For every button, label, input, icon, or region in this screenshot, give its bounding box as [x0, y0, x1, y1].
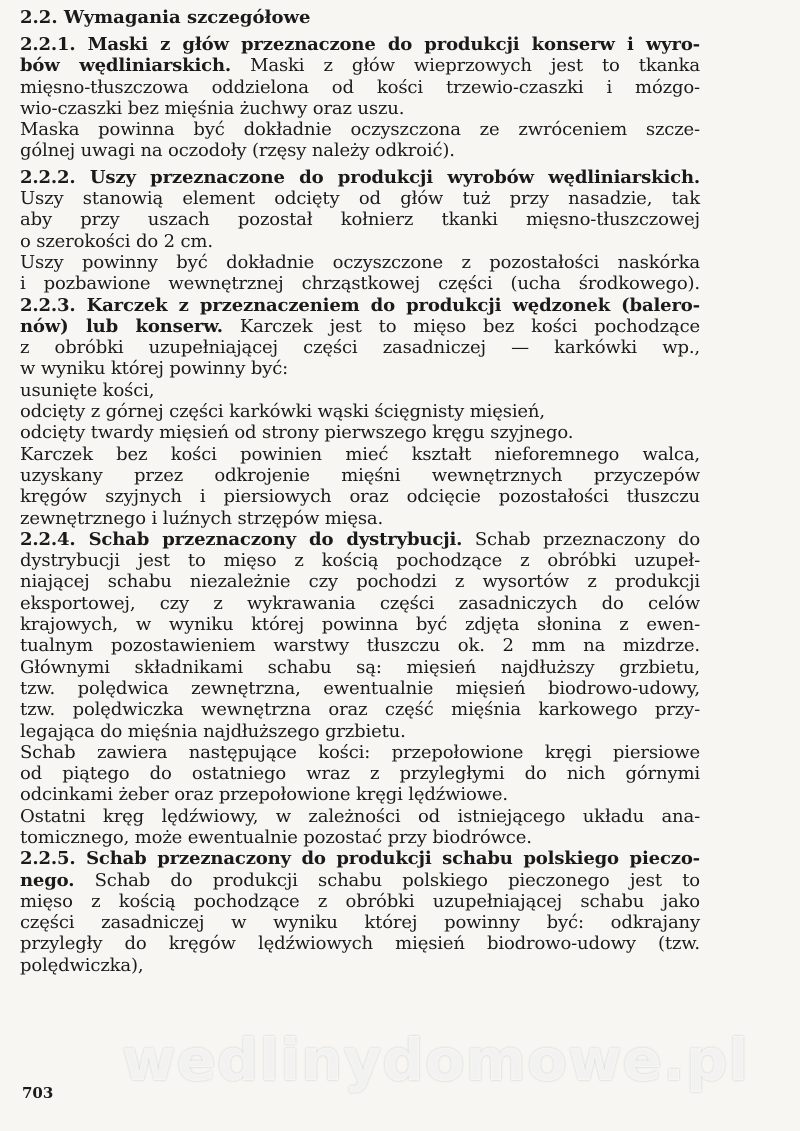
text-line [20, 465, 700, 486]
bold-run: nów) lub konserw. [20, 315, 223, 337]
bold-run: nego. [20, 869, 75, 891]
text-line [20, 119, 700, 140]
text-line [20, 34, 700, 55]
text-run: gólnej uwagi na oczodoły (rzęsy należy odkroić). [20, 140, 455, 162]
text-run: w wyniku której powinny być: [20, 358, 289, 380]
text-run: uzyskany przez odkrojenie mięśni wewnętrznych przyczepów [20, 464, 700, 486]
text-run: tzw. polędwiczka wewnętrzna oraz część mięśnia karkowego przy- [20, 699, 700, 721]
text-run: Karczek jest to mięso bez kości pochodzące [222, 315, 700, 337]
text-line [20, 209, 700, 230]
text-run: wio-czaszki bez mięśnia żuchwy oraz uszu. [20, 97, 405, 119]
text-line [20, 252, 700, 273]
text-line [20, 77, 700, 98]
text-run: aby przy uszach pozostał kołnierz tkanki mięsno-tłuszczowej [20, 209, 700, 231]
text-run: Maski z głów wieprzowych jest to tkanka [231, 55, 701, 77]
text-line [20, 721, 700, 742]
text-line [20, 188, 700, 209]
text-line [20, 784, 700, 805]
text-run: Uszy powinny być dokładnie oczyszczone z pozostałości naskórka [20, 251, 700, 273]
text-line [20, 806, 700, 827]
text-run: Głównymi składnikami schabu są: mięsień najdłuższy grzbietu, [20, 656, 700, 678]
text-line [20, 486, 700, 507]
text-run: dystrybucji jest to mięso z kością pochodzące z obróbki uzupeł- [20, 550, 700, 572]
text-line [20, 955, 700, 976]
text-run: zewnętrznego i luźnych strzępów mięsa. [20, 507, 384, 529]
text-run: niającej schabu niezależnie czy pochodzi z wysortów z produkcji [20, 571, 700, 593]
text-line [20, 657, 700, 678]
text-line [20, 295, 700, 316]
text-line [20, 380, 700, 401]
text-line [20, 763, 700, 784]
bold-run: 2.2.4. Schab przeznaczony do dystrybucji. [20, 528, 463, 550]
section-heading: 2.2. Wymagania szczegółowe [20, 7, 311, 28]
text-line [20, 55, 700, 76]
bold-run: 2.2.3. Karczek z przeznaczeniem do produkcji wędzonek (balero- [20, 294, 700, 316]
text-run: eksportowej, czy z wykrawania części zasadniczych do celów [20, 592, 700, 614]
text-line [20, 231, 700, 252]
text-line [20, 614, 700, 635]
text-run: od piątego do ostatniego wraz z przyległymi do nich górnymi [20, 763, 700, 785]
text-run: o szerokości do 2 cm. [20, 230, 213, 252]
text-line [20, 337, 700, 358]
text-run: odcinkami żeber oraz przepołowione kręgi lędźwiowe. [20, 784, 508, 806]
text-line [20, 933, 700, 954]
text-line [20, 316, 700, 337]
text-line [20, 742, 700, 763]
text-line [20, 912, 700, 933]
text-run: krajowych, w wyniku której powinna być zdjęta słonina z ewen- [20, 614, 700, 636]
bold-run: 2.2.5. Schab przeznaczony do produkcji schabu polskiego pieczo- [20, 848, 700, 870]
text-line [20, 891, 700, 912]
text-run: tualnym pozostawieniem warstwy tłuszczu ok. 2 mm na mizdrze. [20, 635, 700, 657]
text-run: Karczek bez kości powinien mieć kształt nieforemnego walca, [20, 443, 700, 465]
text-line [20, 98, 700, 119]
text-run: mięsno-tłuszczowa oddzielona od kości trzewio-czaszki i mózgo- [20, 76, 700, 98]
text-run: legająca do mięśnia najdłuższego grzbietu. [20, 720, 406, 742]
text-run: i pozbawione wewnętrznej chrząstkowej części (ucha środkowego). [20, 273, 700, 295]
page-number: 703 [22, 1084, 54, 1102]
text-line [20, 848, 700, 869]
text-run: kręgów szyjnych i piersiowych oraz odcięcie pozostałości tłuszczu [20, 486, 700, 508]
text-run: części zasadniczej w wyniku której powinny być: odkrajany [20, 912, 700, 934]
text-run: tomicznego, może ewentualnie pozostać przy biodrówce. [20, 826, 532, 848]
text-run: Schab do produkcji schabu polskiego pieczonego jest to [74, 869, 700, 891]
text-run: polędwiczka), [20, 954, 144, 976]
text-run: tzw. polędwica zewnętrzna, ewentualnie mięsień biodrowo-udowy, [20, 677, 700, 699]
text-run: odcięty z górnej części karkówki wąski ścięgnisty mięsień, [20, 401, 545, 423]
bold-run: 2.2.2. Uszy przeznaczone do produkcji wyrobów wędliniarskich. [20, 166, 700, 188]
text-run: Uszy stanowią element odcięty od głów tuż przy nasadzie, tak [20, 188, 700, 210]
text-run: Schab przeznaczony do [462, 528, 701, 550]
text-line [20, 167, 700, 188]
text-line [20, 870, 700, 891]
text-run: usunięte kości, [20, 379, 155, 401]
text-line [20, 444, 700, 465]
text-run: Schab zawiera następujące kości: przepołowione kręgi piersiowe [20, 741, 700, 763]
text-line [20, 699, 700, 720]
text-line [20, 422, 700, 443]
text-line [20, 571, 700, 592]
watermark: wedlinydomowe.pl [122, 1026, 750, 1094]
text-line [20, 593, 700, 614]
text-run: odcięty twardy mięsień od strony pierwszego kręgu szyjnego. [20, 422, 574, 444]
text-line [20, 358, 700, 379]
text-run: Maska powinna być dokładnie oczyszczona ze zwróceniem szcze- [20, 119, 700, 141]
document-body [20, 34, 700, 976]
text-line [20, 635, 700, 656]
text-run: przyległy do kręgów lędźwiowych mięsień biodrowo-udowy (tzw. [20, 933, 700, 955]
text-line [20, 273, 700, 294]
text-run: Ostatni kręg lędźwiowy, w zależności od istniejącego układu ana- [20, 805, 700, 827]
text-line [20, 529, 700, 550]
text-line [20, 401, 700, 422]
text-line [20, 827, 700, 848]
text-line [20, 678, 700, 699]
bold-run: bów wędliniarskich. [20, 55, 232, 77]
text-line [20, 508, 700, 529]
text-run: z obróbki uzupełniającej części zasadniczej — karkówki wp., [20, 337, 700, 359]
text-line [20, 140, 700, 161]
text-line [20, 550, 700, 571]
document-page [20, 6, 700, 976]
bold-run: 2.2.1. Maski z głów przeznaczone do produkcji konserw i wyro- [20, 34, 700, 55]
text-run: mięso z kością pochodzące z obróbki uzupełniającej schabu jako [20, 890, 700, 912]
